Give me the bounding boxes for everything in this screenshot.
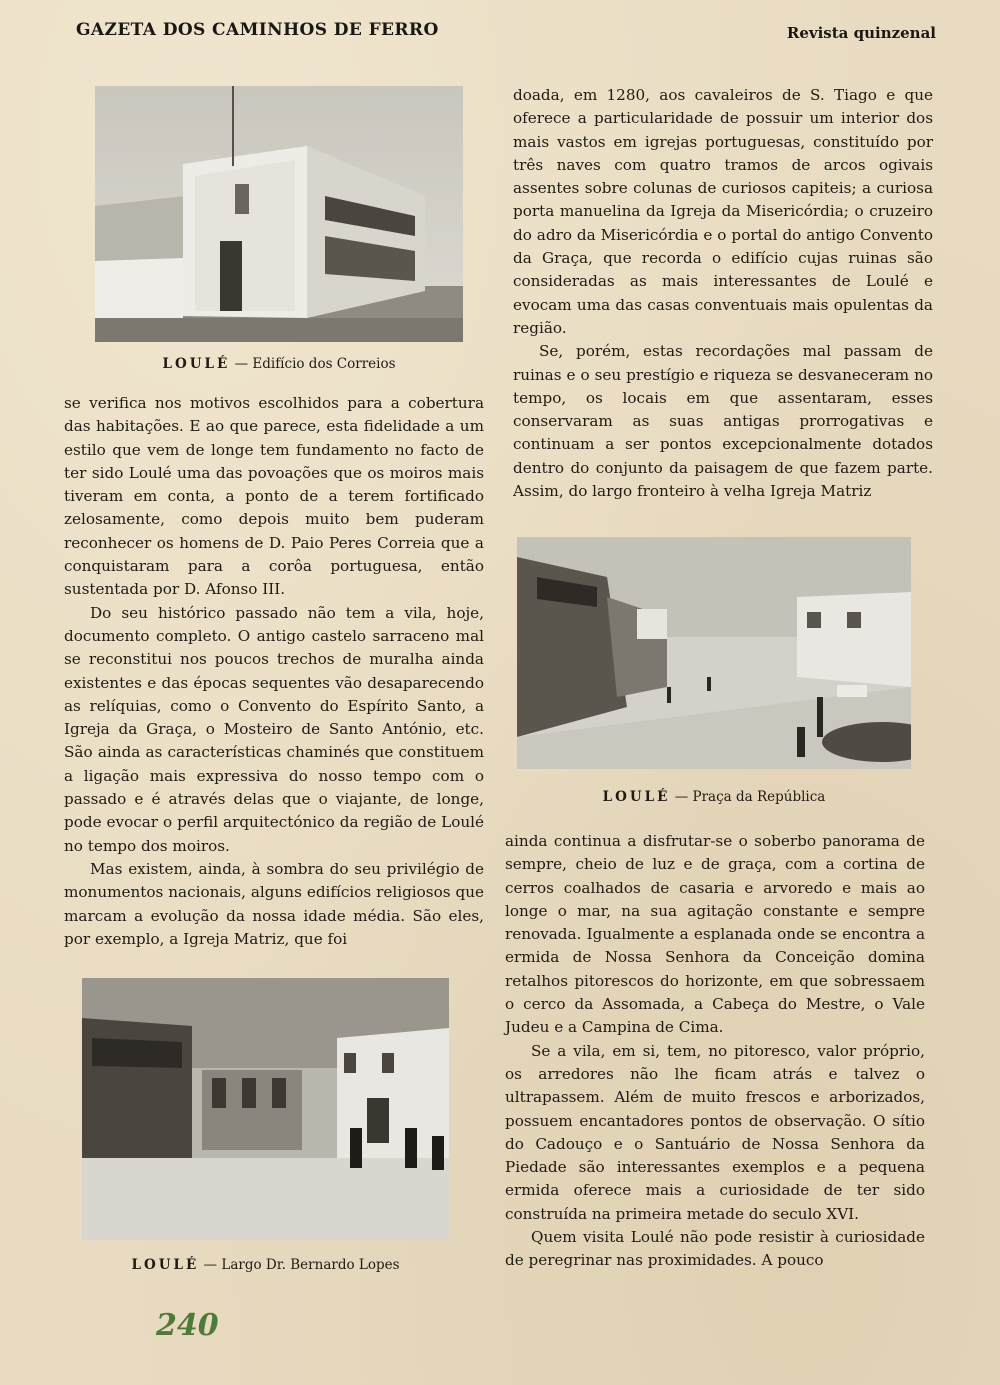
caption-correios [95, 356, 463, 372]
caption-sep: — [230, 356, 253, 372]
paragraph: Se a vila, em si, tem, no pitoresco, valor próprio, os arredores não lhe ficam atrás e talvez o ultrapassem. Além de muito frescos e arborizados, possuem encantadores pontos de observação. O sítio do Cadouço e o Santuário de Nossa Senhora da Piedade são interessantes exemplos e a pequena ermida oferece mais a curiosidade de ter sido construída na primeira metade do seculo XVI. [505, 1041, 925, 1223]
caption-praca [517, 789, 911, 805]
left-column [64, 392, 484, 951]
caption-largo [82, 1257, 449, 1273]
right-column-top [513, 84, 933, 503]
paragraph: Se, porém, estas recordações mal passam de ruinas e o seu prestígio e riqueza se desvaneceram no tempo, os locais em que assentaram, esses conservaram as suas antigas prorrogativas e continuam a ser pontos excepcionalmente dotados dentro do conjunto da paisagem de que fazem parte. Assim, do largo fronteiro à velha Igreja Matriz [513, 342, 933, 501]
page-number: 240 [156, 1308, 219, 1343]
paragraph: Quem visita Loulé não pode resistir à curiosidade de peregrinar nas proximidades. A pouco [505, 1228, 925, 1270]
caption-place: LOULÉ [131, 1257, 200, 1273]
paragraph: se verifica nos motivos escolhidos para a cobertura das habitações. E ao que parece, esta fidelidade a um estilo que vem de longe tem fundamento no facto de ter sido Loulé uma das povoações que os moiros mais tiveram em conta, a ponto de a terem fortificado zelosamente, como depois muito bem puderam reconhecer os homens de D. Paio Peres Correia que a conquistaram para a corôa portuguesa, então sustentada por D. Afonso III. [64, 394, 484, 599]
photo-praca [517, 537, 911, 769]
caption-sep: — [670, 789, 693, 805]
caption-sep: — [199, 1257, 222, 1273]
paragraph: doada, em 1280, aos cavaleiros de S. Tiago e que oferece a particularidade de possuir um interior dos mais vastos em igrejas portuguesas, constituído por três naves com quatro tramos de arcos ogivais assentes sobre colunas de curiosos capiteis; a curiosa porta manuelina da Igreja da Misericórdia; o cruzeiro do adro da Misericórdia e o portal do antigo Convento da Graça, que recorda o edifício cujas ruinas são consideradas as mais interessantes de Loulé e evocam uma das casas conventuais mais opulentas da região. [513, 86, 933, 337]
caption-description: Praça da República [692, 789, 826, 805]
journal-title: GAZETA DOS CAMINHOS DE FERRO [76, 20, 439, 40]
caption-place: LOULÉ [602, 789, 671, 805]
caption-description: Largo Dr. Bernardo Lopes [221, 1257, 400, 1273]
caption-place: LOULÉ [162, 356, 231, 372]
paragraph: Do seu histórico passado não tem a vila, hoje, documento completo. O antigo castelo sarraceno mal se reconstitui nos poucos trechos de muralha ainda existentes e das épocas sequentes vão desaparecendo as relíquias, como o Convento do Espírito Santo, a Igreja da Graça, o Mosteiro de Santo António, etc. São ainda as características chaminés que constituem a ligação mais expressiva do nosso tempo com o passado e é através delas que o viajante, de longe, pode evocar o perfil arquitectónico da região de Loulé no tempo dos moiros. [64, 603, 484, 855]
journal-subtitle: Revista quinzenal [786, 24, 936, 42]
paragraph: Mas existem, ainda, à sombra do seu privilégio de monumentos nacionais, alguns edifícios religiosos que marcam a evolução da nossa idade média. São eles, por exemplo, a Igreja Matriz, que foi [64, 859, 484, 948]
photo-correios [95, 86, 463, 342]
paragraph: ainda continua a disfrutar-se o soberbo panorama de sempre, cheio de luz e de graça, com a cortina de cerros coalhados de casaria e arvoredo e mais ao longe o mar, na sua agitação constante e sempre renovada. Igualmente a esplanada onde se encontra a ermida de Nossa Senhora da Conceição domina retalhos pitorescos do horizonte, em que sobressaem o cerco da Assomada, a Cabeça do Mestre, o Vale Judeu e a Campina de Cima. [505, 832, 925, 1037]
right-column-bottom [505, 830, 925, 1273]
caption-description: Edifício dos Correios [252, 356, 396, 372]
photo-largo [82, 978, 449, 1240]
